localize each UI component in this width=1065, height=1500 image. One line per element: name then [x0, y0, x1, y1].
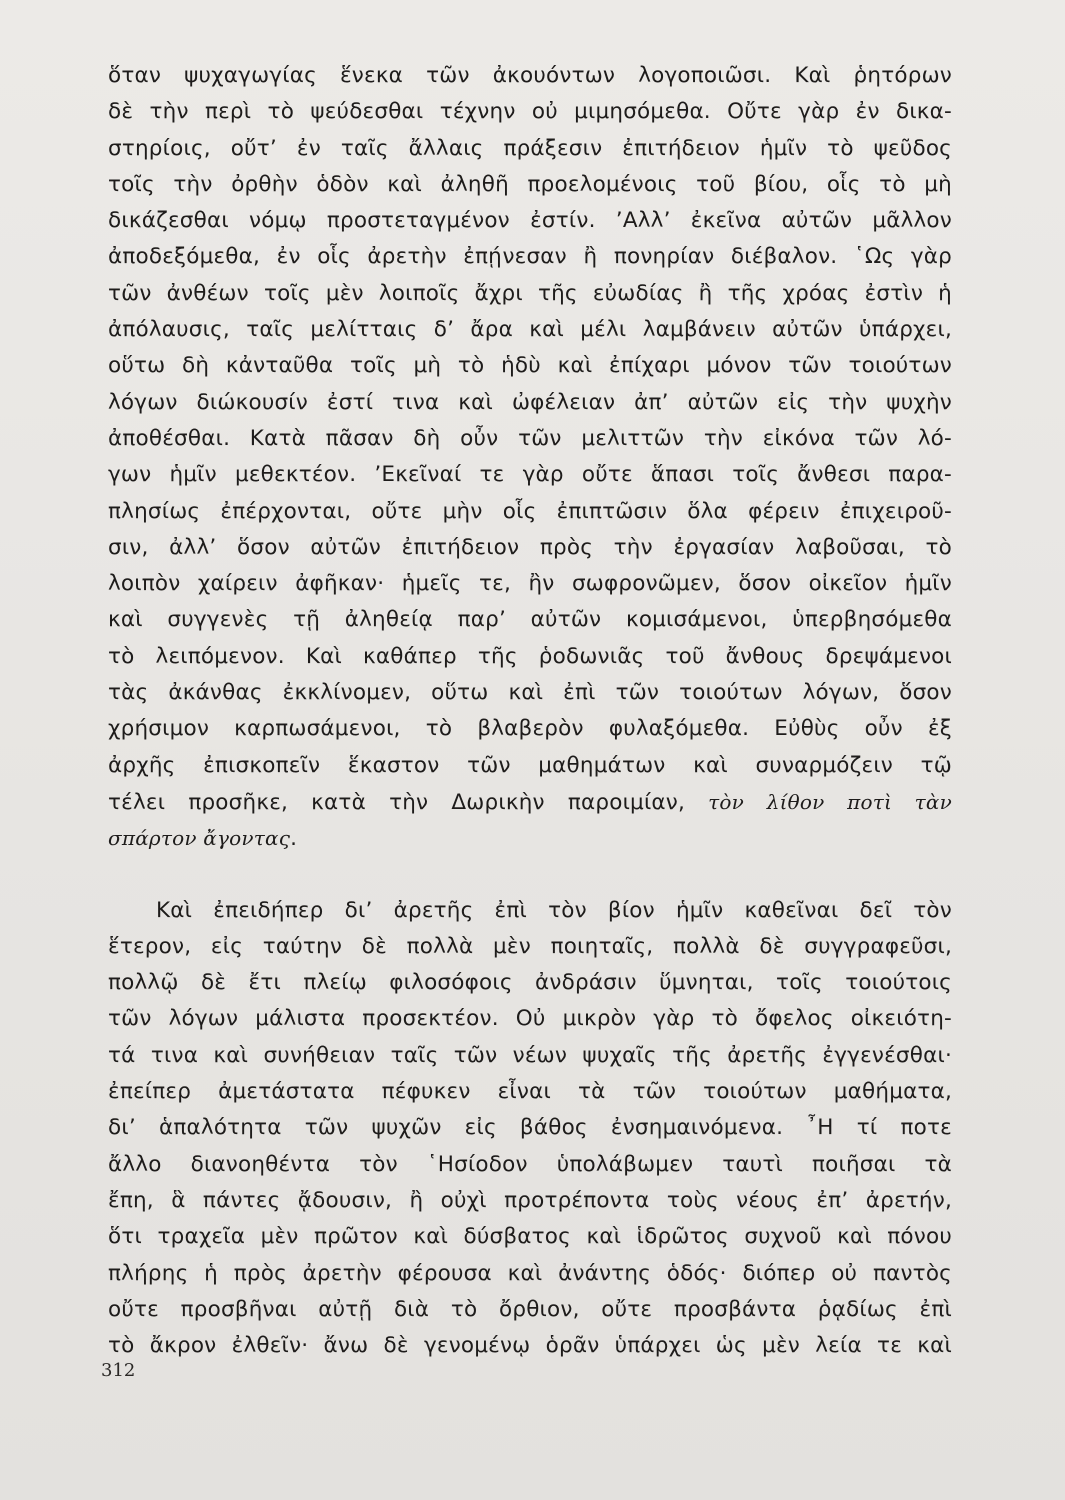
text-line: τοῖς τὴν ὀρθὴν ὁδὸν καὶ ἀληθῆ προελομένοις τοῦ βίου, οἷς τὸ μὴ	[108, 171, 952, 197]
text-line: σιν, ἀλλ’ ὅσον αὐτῶν ἐπιτήδειον πρὸς τὴν ἐργασίαν λαβοῦσαι, τὸ	[108, 534, 952, 560]
text-line: οὔτε προσβῆναι αὐτῇ διὰ τὸ ὄρθιον, οὔτε προσβάντα ῥᾳδίως ἐπὶ	[108, 1296, 952, 1322]
text-line: ἄλλο διανοηθέντα τὸν ῾Ησίοδον ὑπολάβωμεν ταυτὶ ποιῆσαι τὰ	[108, 1151, 952, 1177]
text-line: πολλῷ δὲ ἔτι πλείῳ φιλοσόφοις ἀνδράσιν ὕμνηται, τοῖς τοιούτοις	[108, 970, 952, 996]
text-line: ὅταν ψυχαγωγίας ἕνεκα τῶν ἀκουόντων λογοποιῶσι. Καὶ ῥητόρων	[108, 63, 952, 88]
text-line: Καὶ ἐπειδήπερ δι’ ἀρετῆς ἐπὶ τὸν βίον ἡμῖν καθεῖναι δεῖ τὸν	[156, 897, 952, 923]
text-line: ἀπόλαυσις, ταῖς μελίτταις δ’ ἄρα καὶ μέλι λαμβάνειν αὐτῶν ὑπάρχει,	[108, 317, 952, 343]
paragraph-2	[108, 893, 952, 1365]
text-line: καὶ συγγενὲς τῇ ἀληθείᾳ παρ’ αὐτῶν κομισάμενοι, ὑπερβησόμεθα	[108, 607, 952, 633]
text-line	[108, 784, 952, 820]
text-line: πλησίως ἐπέρχονται, οὔτε μὴν οἷς ἐπιπτῶσιν ὅλα φέρειν ἐπιχειροῦ-	[108, 498, 952, 524]
text-line: ἐπείπερ ἀμετάστατα πέφυκεν εἶναι τὰ τῶν τοιούτων μαθήματα,	[108, 1079, 952, 1105]
text-line: τὸ ἄκρον ἐλθεῖν· ἄνω δὲ γενομένῳ ὁρᾶν ὑπάρχει ὡς μὲν λεία τε καὶ	[108, 1333, 952, 1359]
text-line: δικάζεσθαι νόμῳ προστεταγμένον ἐστίν. ’Αλλ’ ἐκεῖνα αὐτῶν μᾶλλον	[108, 208, 952, 234]
text-line: ὅτι τραχεῖα μὲν πρῶτον καὶ δύσβατος καὶ ἱδρῶτος συχνοῦ καὶ πόνου	[108, 1224, 952, 1250]
text-line: δὲ τὴν περὶ τὸ ψεύδεσθαι τέχνην οὐ μιμησόμεθα. Οὔτε γὰρ ἐν δικα-	[108, 99, 952, 125]
text-line: ἕτερον, εἰς ταύτην δὲ πολλὰ μὲν ποιηταῖς, πολλὰ δὲ συγγραφεῦσι,	[108, 933, 952, 959]
text-line: πλήρης ἡ πρὸς ἀρετὴν φέρουσα καὶ ἀνάντης ὁδός· διόπερ οὐ παντὸς	[108, 1260, 952, 1286]
text-line: ἀποθέσθαι. Κατὰ πᾶσαν δὴ οὖν τῶν μελιττῶν τὴν εἰκόνα τῶν λό-	[108, 425, 952, 451]
body-text	[108, 58, 952, 1364]
text-line: λοιπὸν χαίρειν ἀφῆκαν· ἡμεῖς τε, ἢν σωφρονῶμεν, ὅσον οἰκεῖον ἡμῖν	[108, 571, 952, 597]
text-line: στηρίοις, οὔτ’ ἐν ταῖς ἄλλαις πράξεσιν ἐπιτήδειον ἡμῖν τὸ ψεῦδος	[108, 135, 952, 161]
text-line: ἔπη, ἃ πάντες ᾄδουσιν, ἢ οὐχὶ προτρέποντα τοὺς νέους ἐπ’ ἀρετήν,	[108, 1187, 952, 1213]
proverb-quote: τὸν λίθον ποτὶ τὰν	[708, 789, 952, 814]
text-line: οὕτω δὴ κἀνταῦθα τοῖς μὴ τὸ ἡδὺ καὶ ἐπίχαρι μόνον τῶν τοιούτων	[108, 353, 952, 379]
text-line: ἀρχῆς ἐπισκοπεῖν ἕκαστον τῶν μαθημάτων καὶ συναρμόζειν τῷ	[108, 752, 952, 778]
proverb-quote: σπάρτον ἄγοντας	[108, 826, 291, 851]
text-line: τά τινα καὶ συνήθειαν ταῖς τῶν νέων ψυχαῖς τῆς ἀρετῆς ἐγγενέσθαι·	[108, 1042, 952, 1068]
text-line: χρήσιμον καρπωσάμενοι, τὸ βλαβερὸν φυλαξόμεθα. Εὐθὺς οὖν ἐξ	[108, 716, 952, 742]
text-line: τῶν ἀνθέων τοῖς μὲν λοιποῖς ἄχρι τῆς εὐωδίας ἢ τῆς χρόας ἐστὶν ἡ	[108, 280, 952, 306]
paragraph-1	[108, 58, 952, 857]
text-line: τὸ λειπόμενον. Καὶ καθάπερ τῆς ῥοδωνιᾶς τοῦ ἄνθους δρεψάμενοι	[108, 643, 952, 669]
text-line: δι’ ἁπαλότητα τῶν ψυχῶν εἰς βάθος ἐνσημαινόμενα. ῏Η τί ποτε	[108, 1115, 952, 1141]
text-line: τῶν λόγων μάλιστα προσεκτέον. Οὐ μικρὸν γὰρ τὸ ὄφελος οἰκειότη-	[108, 1006, 952, 1032]
text-line: τὰς ἀκάνθας ἐκκλίνομεν, οὕτω καὶ ἐπὶ τῶν τοιούτων λόγων, ὅσον	[108, 680, 952, 706]
text-segment: τέλει προσῆκε, κατὰ τὴν Δωρικὴν παροιμίαν,	[108, 789, 686, 815]
text-segment: .	[290, 826, 298, 852]
text-line: γων ἡμῖν μεθεκτέον. ’Εκεῖναί τε γὰρ οὔτε ἅπασι τοῖς ἄνθεσι παρα-	[108, 462, 952, 488]
page-number: 312	[101, 1360, 136, 1381]
text-line: λόγων διώκουσίν ἐστί τινα καὶ ὠφέλειαν ἀπ’ αὐτῶν εἰς τὴν ψυχὴν	[108, 389, 952, 415]
text-line: ἀποδεξόμεθα, ἐν οἷς ἀρετὴν ἐπῄνεσαν ἢ πονηρίαν διέβαλον. ῾Ως γὰρ	[108, 244, 952, 270]
text-line	[108, 820, 952, 856]
